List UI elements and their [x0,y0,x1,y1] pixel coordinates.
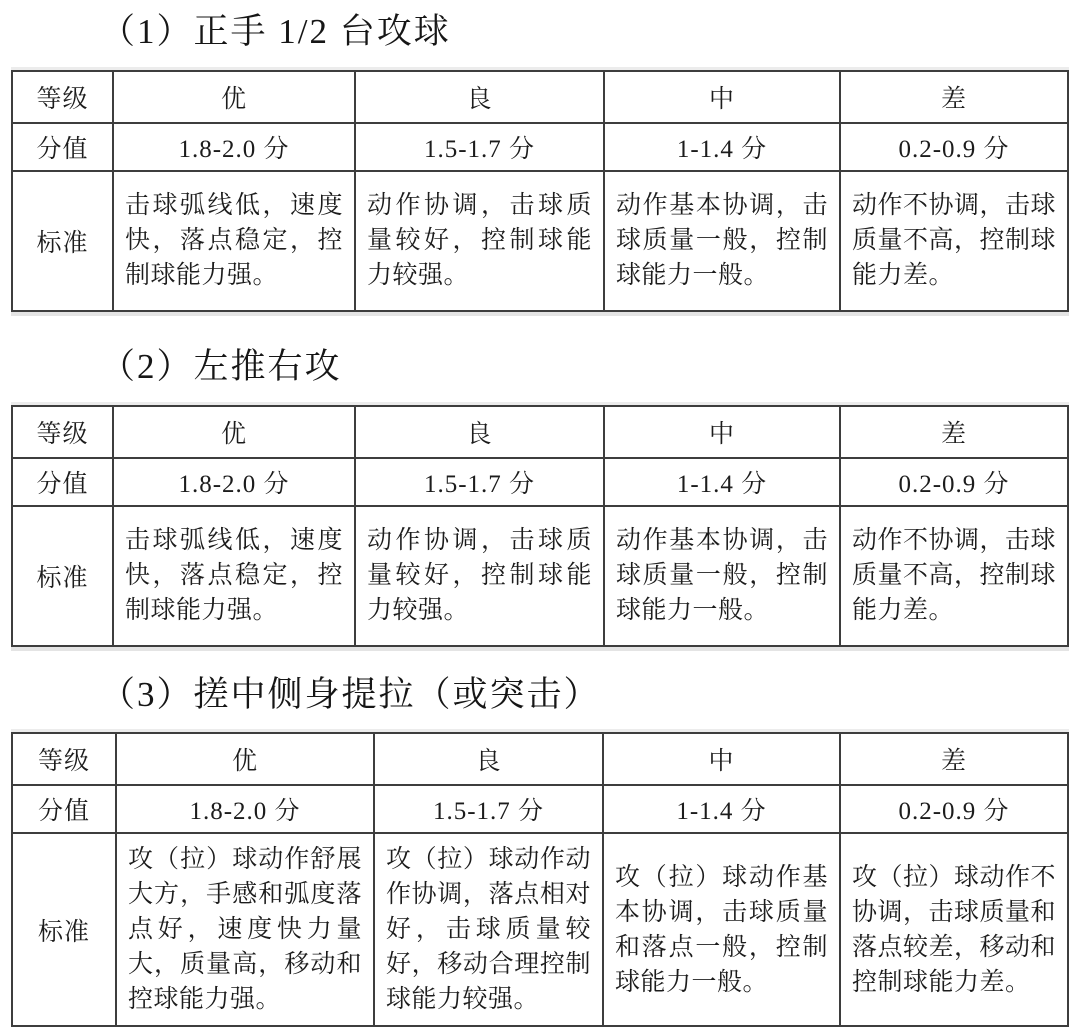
score-cell: 1.8-2.0 分 [113,123,355,171]
grade-cell: 良 [355,406,604,458]
standard-cell: 动作协调，击球质量较好，控制球能力较强。 [355,171,604,311]
grade-label-cell: 等级 [12,406,113,458]
grade-table-3 [11,732,1069,1027]
score-cell: 1.8-2.0 分 [113,458,355,506]
grade-cell: 中 [604,406,840,458]
section-title: （2）左推右攻 [100,312,1080,389]
grade-label-cell: 等级 [12,733,116,785]
standard-cell: 攻（拉）球动作舒展大方，手感和弧度落点好，速度快力量大，质量高，移动和控球能力强。 [116,833,374,1026]
score-cell: 1.5-1.7 分 [374,785,603,833]
standard-cell: 动作基本协调，击球质量一般，控制球能力一般。 [604,506,840,646]
standard-cell: 动作不协调，击球质量不高，控制球能力差。 [840,171,1068,311]
table-row [12,406,1068,458]
section-sidestep-loop [0,647,1080,1027]
grade-table-2 [11,405,1069,647]
score-cell: 0.2-0.9 分 [840,458,1068,506]
standard-cell: 动作不协调，击球质量不高，控制球能力差。 [840,506,1068,646]
grade-cell: 中 [604,71,840,123]
standard-cell: 击球弧线低，速度快，落点稳定，控制球能力强。 [113,171,355,311]
grade-label-cell: 等级 [12,71,113,123]
standard-label-cell: 标准 [12,506,113,646]
grade-cell: 优 [113,71,355,123]
grade-cell: 优 [113,406,355,458]
grade-cell: 中 [603,733,840,785]
table-row [12,785,1068,833]
table-row [12,733,1068,785]
grade-table-1 [11,70,1069,312]
section-title: （1）正手 1/2 台攻球 [100,0,1080,54]
standard-cell: 攻（拉）球动作基本协调，击球质量和落点一般，控制球能力一般。 [603,833,840,1026]
standard-cell: 动作基本协调，击球质量一般，控制球能力一般。 [604,171,840,311]
grade-cell: 差 [840,71,1068,123]
table-row [12,123,1068,171]
standard-cell: 攻（拉）球动作不协调，击球质量和落点较差，移动和控制球能力差。 [840,833,1068,1026]
standard-cell: 击球弧线低，速度快，落点稳定，控制球能力强。 [113,506,355,646]
score-cell: 1-1.4 分 [604,123,840,171]
score-label-cell: 分值 [12,458,113,506]
grade-cell: 差 [840,406,1068,458]
score-cell: 0.2-0.9 分 [840,123,1068,171]
section-push-attack [0,312,1080,647]
score-cell: 1-1.4 分 [604,458,840,506]
standard-cell: 动作协调，击球质量较好，控制球能力较强。 [355,506,604,646]
table-row [12,171,1068,311]
table-row [12,458,1068,506]
standard-label-cell: 标准 [12,833,116,1026]
grade-cell: 优 [116,733,374,785]
section-forehand-attack [0,0,1080,312]
table-row [12,506,1068,646]
standard-label-cell: 标准 [12,171,113,311]
score-cell: 1.5-1.7 分 [355,123,604,171]
grade-cell: 良 [355,71,604,123]
section-title: （3）搓中侧身提拉（或突击） [100,647,1080,717]
standard-cell: 攻（拉）球动作动作协调，落点相对好，击球质量较好，移动合理控制球能力较强。 [374,833,603,1026]
grade-cell: 差 [840,733,1068,785]
grade-cell: 良 [374,733,603,785]
table-row [12,833,1068,1026]
score-label-cell: 分值 [12,785,116,833]
score-cell: 1-1.4 分 [603,785,840,833]
table-row [12,71,1068,123]
score-cell: 1.5-1.7 分 [355,458,604,506]
score-cell: 1.8-2.0 分 [116,785,374,833]
score-label-cell: 分值 [12,123,113,171]
score-cell: 0.2-0.9 分 [840,785,1068,833]
